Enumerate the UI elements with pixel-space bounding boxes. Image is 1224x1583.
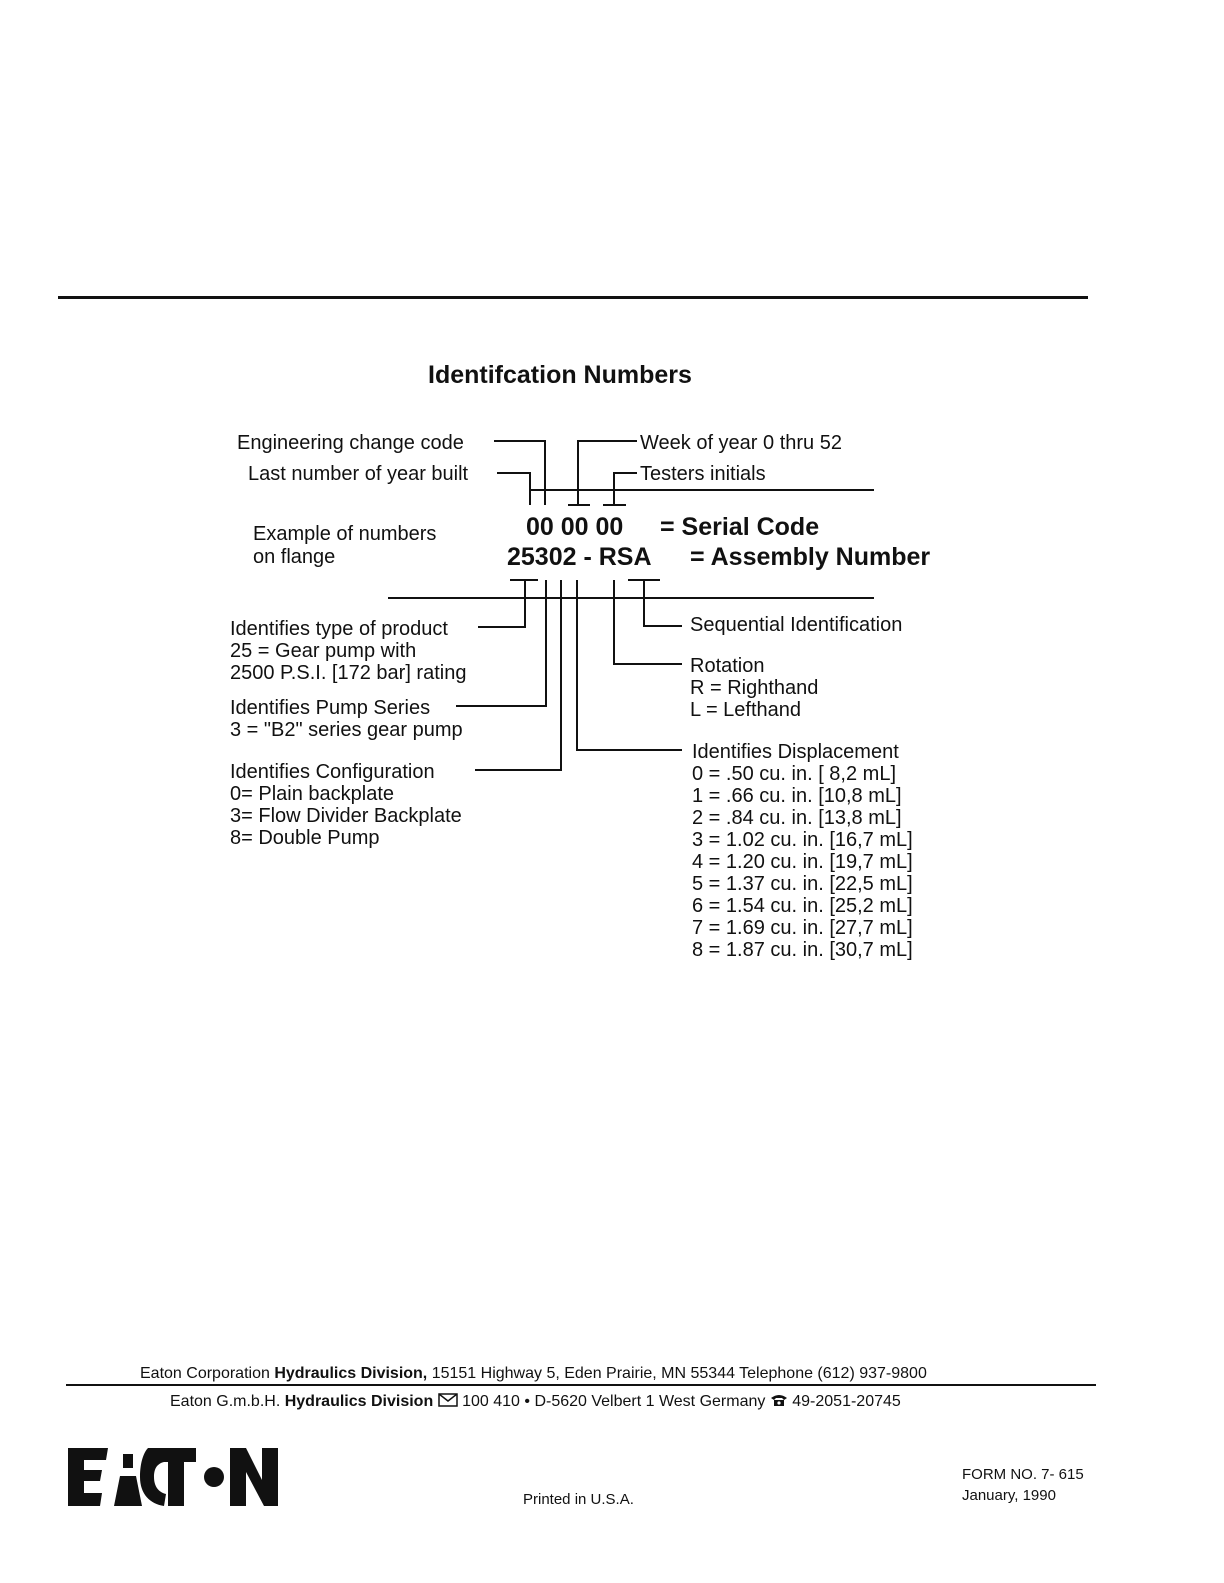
engineering-change-label: Engineering change code bbox=[237, 432, 464, 454]
product-type-line: 25 = Gear pump with bbox=[230, 640, 417, 662]
rotation-line: R = Righthand bbox=[690, 677, 819, 699]
footer-division-de: Hydraulics Division bbox=[284, 1393, 434, 1410]
configuration-line: 8= Double Pump bbox=[230, 827, 380, 849]
assembly-number-value: 25302 - RSA bbox=[507, 543, 652, 571]
footer-division-us: Hydraulics Division, bbox=[274, 1365, 428, 1382]
footer-company-de: Eaton G.m.b.H. bbox=[170, 1393, 285, 1410]
eaton-logo bbox=[68, 1446, 280, 1508]
product-type-line: 2500 P.S.I. [172 bar] rating bbox=[230, 662, 467, 684]
pump-series-title: Identifies Pump Series bbox=[230, 697, 431, 719]
displacement-line: 1 = .66 cu. in. [10,8 mL] bbox=[692, 785, 902, 807]
assembly-number-label: = Assembly Number bbox=[690, 543, 931, 571]
configuration-block bbox=[230, 761, 462, 849]
configuration-title: Identifies Configuration bbox=[230, 761, 435, 783]
page-title: Identifcation Numbers bbox=[428, 361, 692, 389]
product-type-title: Identifies type of product bbox=[230, 618, 448, 640]
week-of-year-label: Week of year 0 thru 52 bbox=[640, 432, 842, 454]
configuration-line: 3= Flow Divider Backplate bbox=[230, 805, 462, 827]
displacement-line: 0 = .50 cu. in. [ 8,2 mL] bbox=[692, 763, 897, 785]
testers-initials-label: Testers initials bbox=[640, 463, 766, 485]
envelope-icon bbox=[438, 1393, 458, 1407]
displacement-line: 7 = 1.69 cu. in. [27,7 mL] bbox=[692, 917, 913, 939]
telephone-icon bbox=[770, 1393, 788, 1407]
footer-address-us-text: 15151 Highway 5, Eden Prairie, MN 55344 Telephone (612) 937-9800 bbox=[427, 1365, 927, 1382]
displacement-line: 3 = 1.02 cu. in. [16,7 mL] bbox=[692, 829, 913, 851]
last-number-year-label: Last number of year built bbox=[248, 463, 469, 485]
displacement-line: 2 = .84 cu. in. [13,8 mL] bbox=[692, 807, 902, 829]
form-date: January, 1990 bbox=[962, 1487, 1056, 1504]
displacement-line: 6 = 1.54 cu. in. [25,2 mL] bbox=[692, 895, 913, 917]
displacement-line: 5 = 1.37 cu. in. [22,5 mL] bbox=[692, 873, 913, 895]
footer-address-us bbox=[140, 1364, 927, 1384]
footer-phone-de: 49-2051-20745 bbox=[787, 1393, 901, 1410]
footer-rule bbox=[66, 1384, 1096, 1386]
rotation-title: Rotation bbox=[690, 655, 765, 677]
product-type-block bbox=[230, 618, 466, 684]
rotation-block bbox=[690, 655, 818, 721]
footer-company-us: Eaton Corporation bbox=[140, 1365, 275, 1382]
configuration-line: 0= Plain backplate bbox=[230, 783, 395, 805]
serial-code-value: 00 00 00 bbox=[526, 513, 624, 541]
displacement-line: 4 = 1.20 cu. in. [19,7 mL] bbox=[692, 851, 913, 873]
example-label-line1: Example of numbers bbox=[253, 523, 437, 545]
rotation-line: L = Lefthand bbox=[690, 699, 802, 721]
pump-series-block bbox=[230, 697, 463, 741]
displacement-block bbox=[692, 741, 913, 961]
sequential-label: Sequential Identification bbox=[690, 614, 903, 636]
footer-address-de bbox=[170, 1392, 901, 1412]
form-number: FORM NO. 7- 615 bbox=[962, 1466, 1084, 1483]
example-label-line2: on flange bbox=[253, 546, 336, 568]
pump-series-line: 3 = "B2" series gear pump bbox=[230, 719, 463, 741]
serial-code-label: = Serial Code bbox=[660, 513, 820, 541]
displacement-title: Identifies Displacement bbox=[692, 741, 899, 763]
displacement-line: 8 = 1.87 cu. in. [30,7 mL] bbox=[692, 939, 913, 961]
printed-in-label: Printed in U.S.A. bbox=[523, 1491, 634, 1508]
footer-address-de-text: 100 410 • D-5620 Velbert 1 West Germany bbox=[457, 1393, 770, 1410]
